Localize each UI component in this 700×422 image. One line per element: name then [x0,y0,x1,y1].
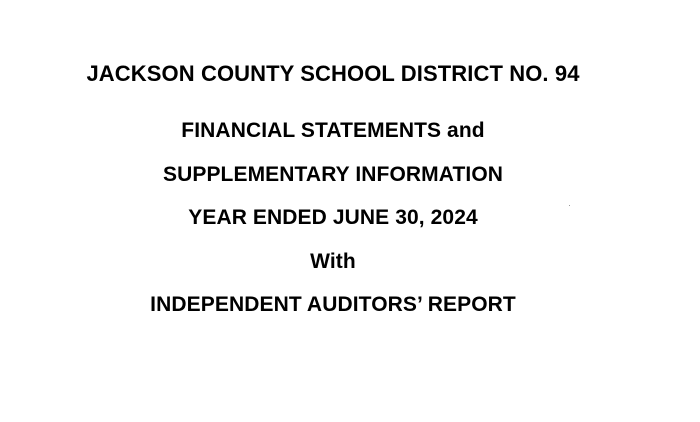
scan-speck [569,205,570,206]
report-title-line-2: SUPPLEMENTARY INFORMATION [162,163,504,186]
auditors-report-line: INDEPENDENT AUDITORS’ REPORT [150,293,516,316]
report-title-line-1: FINANCIAL STATEMENTS and [181,119,485,142]
fiscal-year-line: YEAR ENDED JUNE 30, 2024 [188,206,478,229]
connector-line: With [310,250,356,273]
organization-title: JACKSON COUNTY SCHOOL DISTRICT NO. 94 [86,61,580,86]
